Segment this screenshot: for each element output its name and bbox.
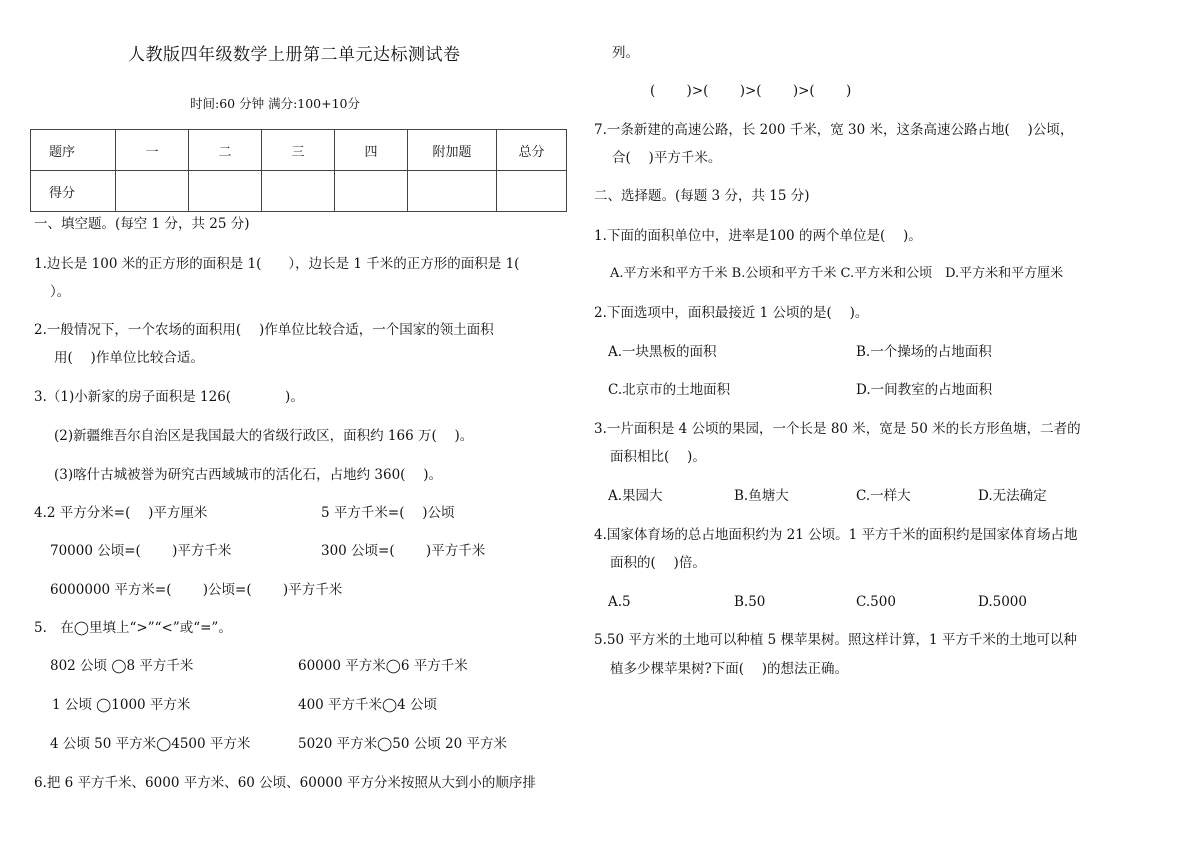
answer-option: A.一块黑板的面积 [608, 344, 717, 360]
table-cell: 题序 [31, 130, 116, 171]
table-cell[interactable] [116, 171, 189, 212]
question-text: 7.一条新建的高速公路，长 200 千米，宽 30 米，这条高速公路占地( )公顷， [594, 122, 1074, 138]
answer-option: B.鱼塘大 [734, 488, 789, 504]
table-cell: 一 [116, 130, 189, 171]
question-text: 400 平方千米◯4 公顷 [298, 697, 438, 713]
question-text: (3)喀什古城被誉为研究古西域城市的活化石，占地约 360( )。 [54, 467, 443, 483]
question-text: ）。 [50, 284, 71, 300]
table-cell[interactable] [497, 171, 567, 212]
question-text: 5.50 平方米的土地可以种植 5 棵苹果树。照这样计算，1 平方千米的土地可以种 [594, 632, 1077, 648]
table-cell: 总分 [497, 130, 567, 171]
question-text: 70000 公顷=( )平方千米 [50, 543, 232, 559]
question-text: 植多少棵苹果树?下面( )的想法正确。 [610, 661, 849, 677]
answer-option: D.一间教室的占地面积 [856, 382, 993, 398]
question-text: 合( )平方千米。 [612, 150, 722, 166]
answer-options: A.平方米和平方千米 B.公顷和平方千米 C.平方米和公顷 D.平方米和平方厘米 [610, 266, 1064, 281]
question-text: 6.把 6 平方千米、6000 平方米、60 公顷、60000 平方分米按照从大到小的顺序排 [34, 775, 536, 791]
question-text: 3.一片面积是 4 公顷的果园，一个长是 80 米，宽是 50 米的长方形鱼塘，二者的 [594, 421, 1081, 437]
question-text: (2)新疆维吾尔自治区是我国最大的省级行政区，面积约 166 万( )。 [54, 428, 474, 444]
score-table [30, 129, 567, 212]
question-text: 4 公顷 50 平方米◯4500 平方米 [50, 736, 251, 752]
table-cell: 二 [189, 130, 262, 171]
exam-title: 人教版四年级数学上册第二单元达标测试卷 [128, 45, 461, 65]
question-text: 2.下面选项中，面积最接近 1 公顷的是( )。 [594, 305, 869, 321]
question-text: ( )>( )>( )>( ) [650, 83, 852, 99]
question-text: 2.一般情况下，一个农场的面积用( )作单位比较合适，一个国家的领土面积 [34, 322, 494, 338]
question-text: 802 公顷 ◯8 平方千米 [50, 658, 194, 674]
table-cell: 三 [262, 130, 335, 171]
question-text: 1 公顷 ◯1000 平方米 [52, 697, 191, 713]
question-text: 4.2 平方分米=( )平方厘米 [34, 505, 208, 521]
table-cell[interactable] [262, 171, 335, 212]
question-text: 面积相比( )。 [610, 449, 706, 465]
table-cell: 得分 [31, 171, 116, 212]
answer-option: D.5000 [978, 594, 1027, 610]
table-cell[interactable] [335, 171, 408, 212]
answer-option: B.50 [734, 594, 766, 610]
question-text: 用( )作单位比较合适。 [54, 350, 204, 366]
answer-option: C.北京市的土地面积 [608, 382, 731, 398]
question-text: 3.（1)小新家的房子面积是 126( )。 [34, 389, 304, 405]
question-text: 面积的( )倍。 [610, 555, 706, 571]
answer-option: A.果园大 [608, 488, 663, 504]
exam-subtitle: 时间:60 分钟 满分:100+10分 [190, 96, 361, 111]
answer-option: A.5 [608, 594, 631, 610]
table-cell: 附加题 [408, 130, 497, 171]
question-text: 列。 [612, 45, 639, 61]
question-text: 60000 平方米◯6 平方千米 [298, 658, 468, 674]
section-heading: 一、填空题。(每空 1 分，共 25 分) [34, 216, 250, 232]
question-text: 6000000 平方米=( )公顷=( )平方千米 [50, 582, 343, 598]
table-cell[interactable] [189, 171, 262, 212]
question-text: 1.边长是 100 米的正方形的面积是 1( ），边长是 1 千米的正方形的面积是 1( [34, 256, 520, 272]
question-text: 4.国家体育场的总占地面积约为 21 公顷。1 平方千米的面积约是国家体育场占地 [594, 527, 1078, 543]
answer-option: C.500 [856, 594, 896, 610]
answer-option: B.一个操场的占地面积 [856, 344, 992, 360]
table-row [31, 130, 567, 171]
answer-option: C.一样大 [856, 488, 911, 504]
table-cell: 四 [335, 130, 408, 171]
question-text: 5. 在◯里填上“>”“<”或“=”。 [34, 620, 232, 636]
table-cell[interactable] [408, 171, 497, 212]
question-text: 1.下面的面积单位中，进率是100 的两个单位是( )。 [594, 228, 922, 244]
question-text: 5 平方千米=( )公顷 [321, 505, 455, 521]
question-text: 5020 平方米◯50 公顷 20 平方米 [298, 736, 507, 752]
section-heading: 二、选择题。(每题 3 分，共 15 分) [594, 188, 810, 204]
question-text: 300 公顷=( )平方千米 [321, 543, 486, 559]
answer-option: D.无法确定 [978, 488, 1047, 504]
table-row [31, 171, 567, 212]
